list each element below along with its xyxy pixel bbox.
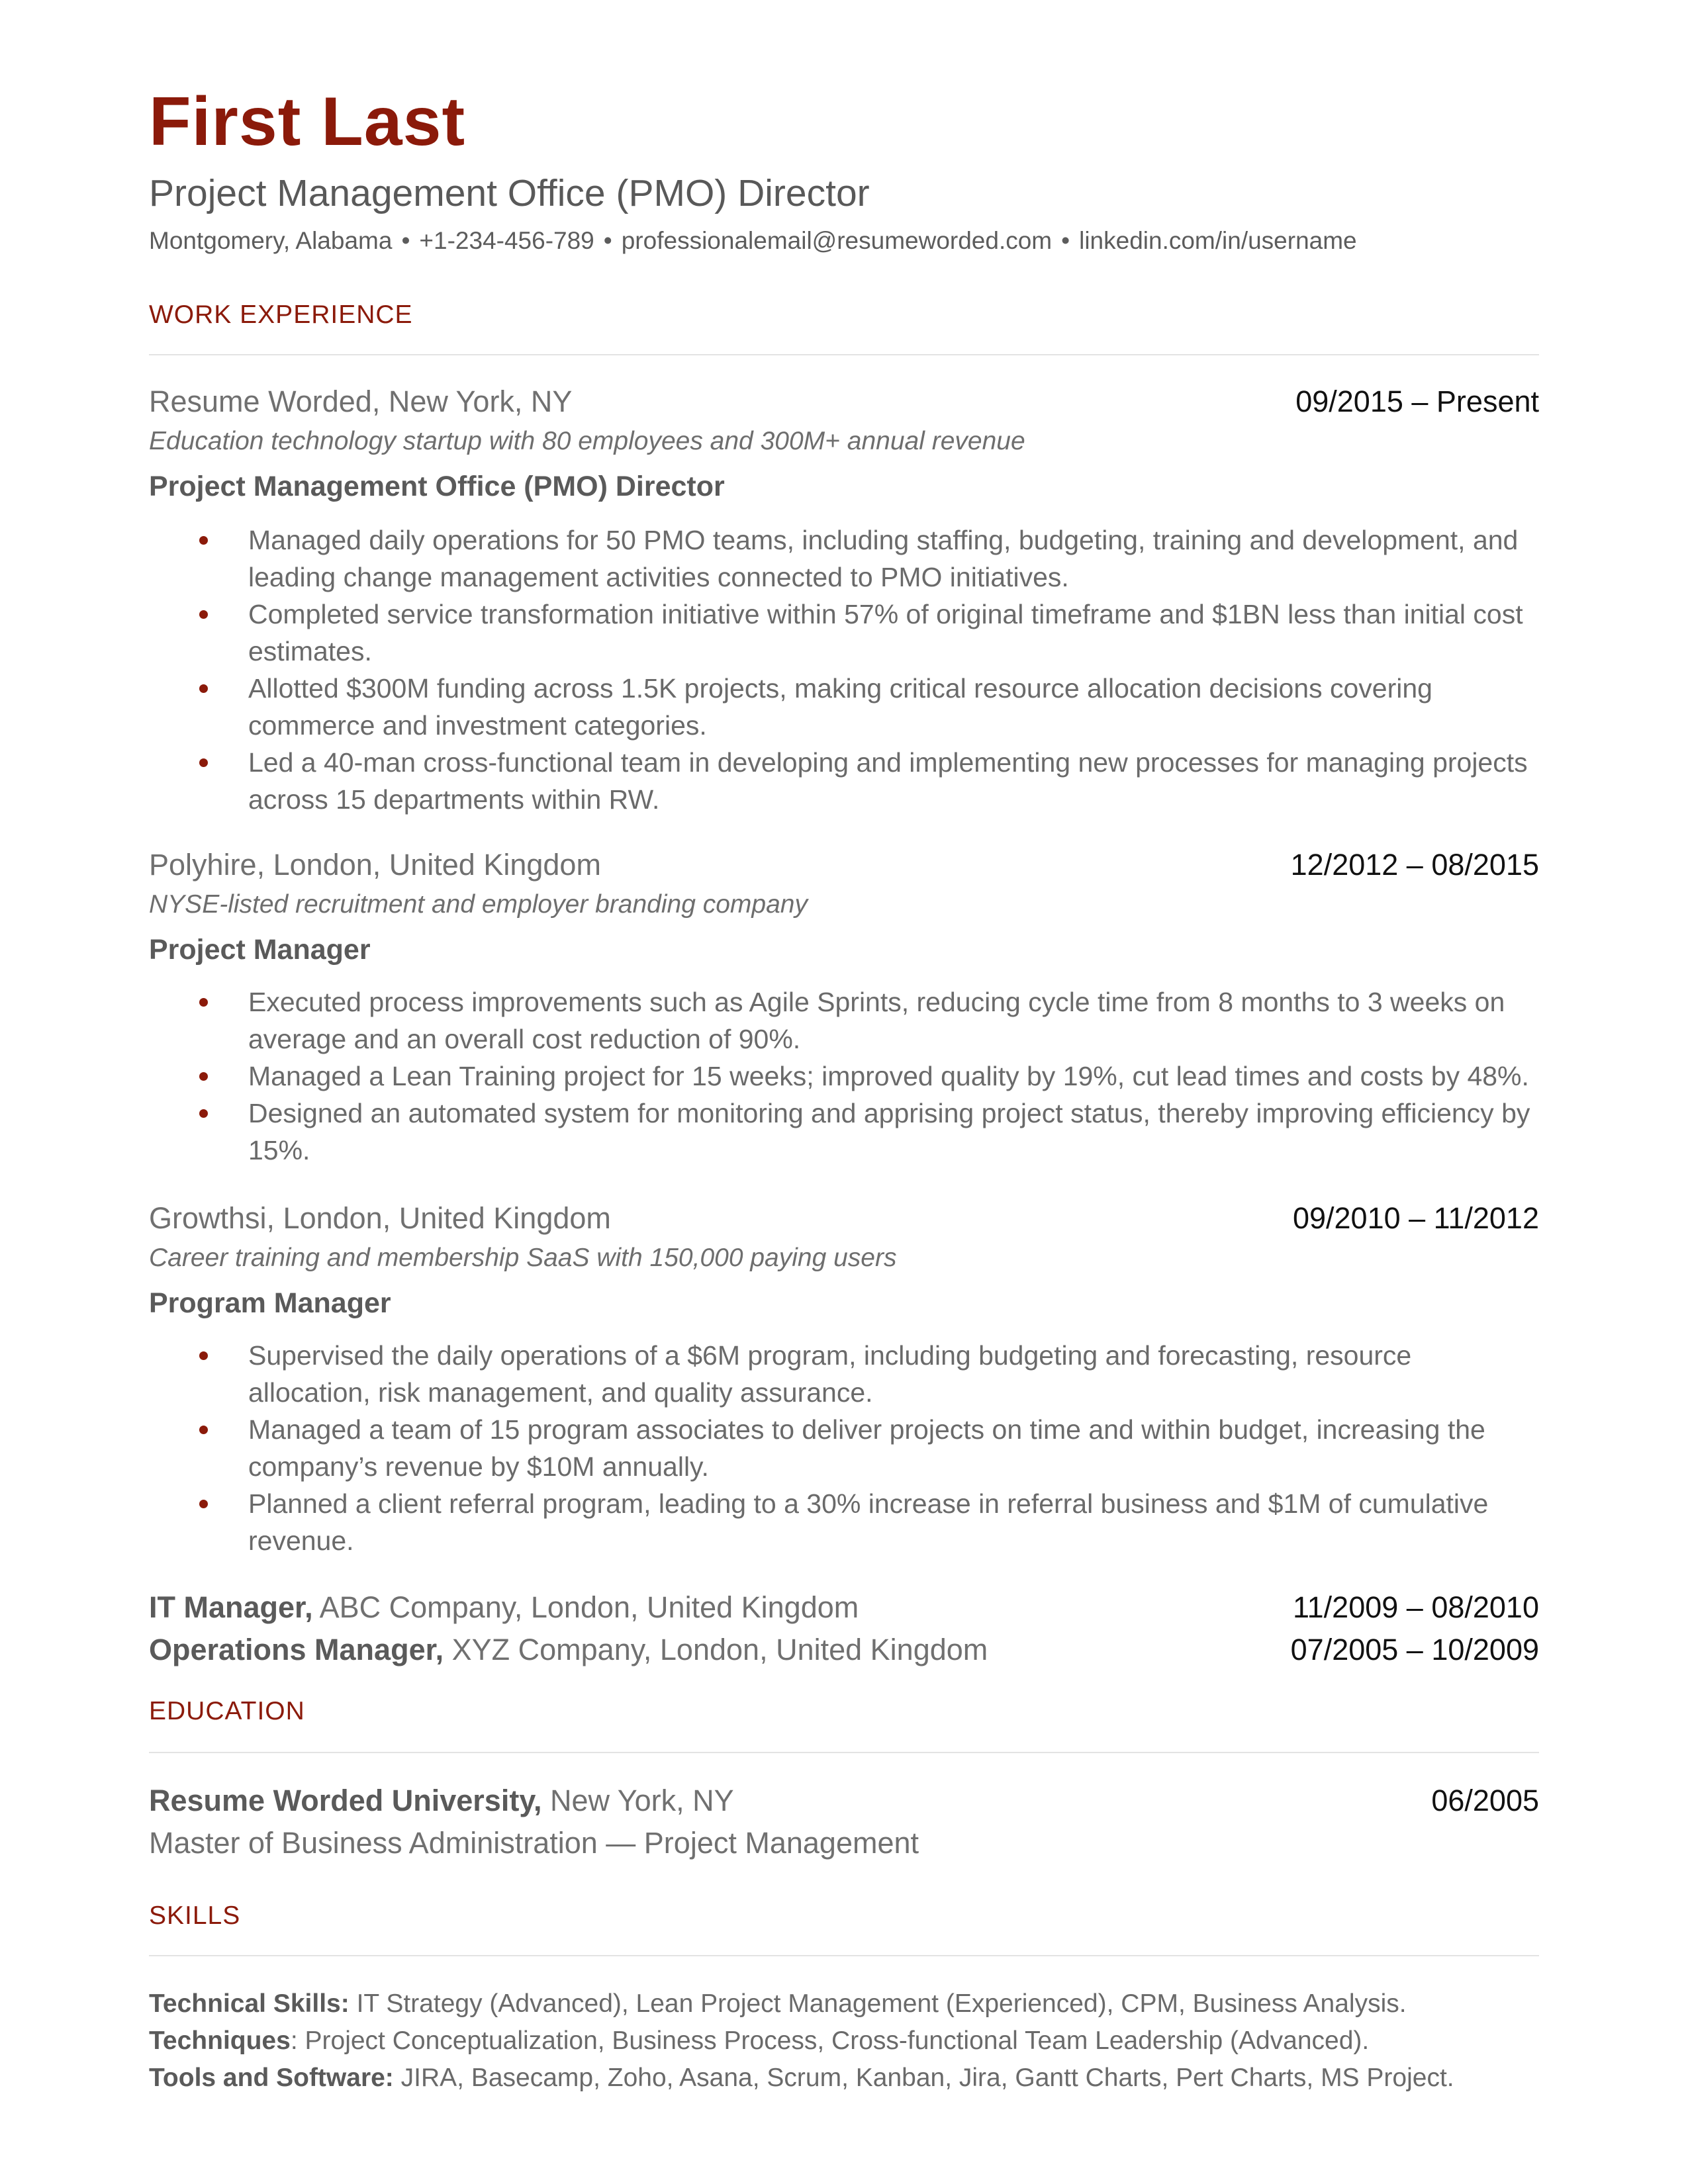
skill-value: : Project Conceptualization, Business Process, Cross-functional Team Leadership (Advanced). [290, 2026, 1370, 2055]
education-school [149, 1786, 734, 1815]
section-title-skills: SKILLS [149, 1901, 241, 1930]
list-item [149, 744, 1539, 818]
bullet-text: Managed a team of 15 program associates to deliver projects on time and within budget, increasing the company’s revenue by $10M annually. [248, 1414, 1485, 1482]
list-item [149, 1058, 1539, 1095]
skill-label: Techniques [149, 2026, 291, 2055]
job-title: Program Manager [149, 1287, 391, 1319]
job-company: Resume Worded, New York, NY [149, 385, 573, 418]
list-item [149, 596, 1539, 670]
job-title: Project Management Office (PMO) Director [149, 471, 725, 502]
bullet-text: Managed daily operations for 50 PMO teams, including staffing, budgeting, training and development, and leading change management activities connected to PMO initiatives. [248, 525, 1519, 592]
bullet-dot [199, 1500, 208, 1508]
contact-linkedin[interactable]: linkedin.com/in/username [1079, 227, 1357, 254]
bullet-dot [199, 536, 208, 545]
skill-line-techniques [149, 2028, 1369, 2054]
section-divider [149, 1955, 1539, 1956]
bullet-dot [199, 684, 208, 693]
skill-value: JIRA, Basecamp, Zoho, Asana, Scrum, Kanban, Jira, Gantt Charts, Pert Charts, MS Project. [393, 2064, 1454, 2092]
list-item [149, 522, 1539, 596]
bullet-dot [199, 1072, 208, 1081]
skill-label: Tools and Software: [149, 2064, 394, 2092]
bullet-dot [199, 758, 208, 767]
job-company: Growthsi, London, United Kingdom [149, 1201, 611, 1235]
bullet-text: Designed an automated system for monitoring and apprising project status, thereby improving efficiency by 15%. [248, 1098, 1530, 1165]
list-item [149, 983, 1539, 1058]
candidate-name: First Last [149, 83, 466, 160]
job-dates: 09/2015 – Present [1295, 385, 1539, 418]
bullet-separator: • [603, 227, 612, 254]
bullet-separator: • [1061, 227, 1070, 254]
contact-phone[interactable]: +1-234-456-789 [419, 227, 594, 254]
short-job-title: Operations Manager, [149, 1633, 444, 1666]
job-bullets [149, 1337, 1539, 1559]
short-job [149, 1592, 859, 1622]
education-date: 06/2005 [1431, 1784, 1539, 1817]
section-divider [149, 1752, 1539, 1753]
bullet-text: Completed service transformation initiative within 57% of original timeframe and $1BN less than initial cost estimates. [248, 599, 1523, 666]
short-job [149, 1635, 988, 1664]
bullet-dot [199, 1351, 208, 1360]
bullet-dot [199, 1426, 208, 1434]
job-title: Project Manager [149, 934, 371, 966]
section-title-education: EDUCATION [149, 1697, 305, 1725]
short-job-company: XYZ Company, London, United Kingdom [444, 1633, 988, 1666]
bullet-text: Executed process improvements such as Agile Sprints, reducing cycle time from 8 months to 3 weeks on average and an overall cost reduction of 90%. [248, 987, 1505, 1054]
job-description: NYSE-listed recruitment and employer branding company [149, 890, 808, 919]
school-location: New York, NY [541, 1784, 734, 1817]
bullet-text: Led a 40-man cross-functional team in developing and implementing new processes for managing projects across 15 departments within RW. [248, 747, 1528, 815]
job-dates: 12/2012 – 08/2015 [1290, 848, 1539, 882]
skill-line-tools [149, 2065, 1454, 2091]
short-job-dates: 11/2009 – 08/2010 [1292, 1590, 1539, 1624]
bullet-text: Supervised the daily operations of a $6M program, including budgeting and forecasting, resource allocation, risk management, and quality assurance. [248, 1340, 1412, 1408]
job-company: Polyhire, London, United Kingdom [149, 848, 601, 882]
contact-line [149, 228, 1357, 253]
short-job-dates: 07/2005 – 10/2009 [1290, 1633, 1539, 1666]
list-item [149, 1411, 1539, 1485]
education-degree: Master of Business Administration — Project Management [149, 1826, 919, 1860]
job-dates: 09/2010 – 11/2012 [1292, 1201, 1539, 1235]
school-name: Resume Worded University, [149, 1784, 542, 1817]
bullet-text: Managed a Lean Training project for 15 weeks; improved quality by 19%, cut lead times and costs by 48%. [248, 1061, 1529, 1091]
short-job-company: ABC Company, London, United Kingdom [312, 1590, 859, 1624]
section-divider [149, 354, 1539, 355]
candidate-title: Project Management Office (PMO) Director [149, 172, 870, 214]
skill-line-technical [149, 1991, 1407, 2017]
bullet-text: Allotted $300M funding across 1.5K projects, making critical resource allocation decisions covering commerce and investment categories. [248, 673, 1432, 741]
bullet-dot [199, 610, 208, 619]
short-job-title: IT Manager, [149, 1590, 313, 1624]
bullet-text: Planned a client referral program, leading to a 30% increase in referral business and $1M of cumulative revenue. [248, 1488, 1489, 1556]
job-bullets [149, 522, 1539, 818]
contact-email[interactable]: professionalemail@resumeworded.com [621, 227, 1053, 254]
bullet-separator: • [401, 227, 410, 254]
contact-location: Montgomery, Alabama [149, 227, 393, 254]
list-item [149, 670, 1539, 744]
bullet-dot [199, 1109, 208, 1118]
list-item [149, 1337, 1539, 1411]
bullet-dot [199, 998, 208, 1007]
section-title-work: WORK EXPERIENCE [149, 300, 413, 329]
job-description: Education technology startup with 80 employees and 300M+ annual revenue [149, 427, 1025, 455]
skill-value: IT Strategy (Advanced), Lean Project Management (Experienced), CPM, Business Analysis. [349, 1989, 1407, 2018]
job-description: Career training and membership SaaS with 150,000 paying users [149, 1244, 897, 1272]
skill-label: Technical Skills: [149, 1989, 350, 2018]
job-bullets [149, 983, 1539, 1169]
list-item [149, 1095, 1539, 1169]
list-item [149, 1485, 1539, 1559]
